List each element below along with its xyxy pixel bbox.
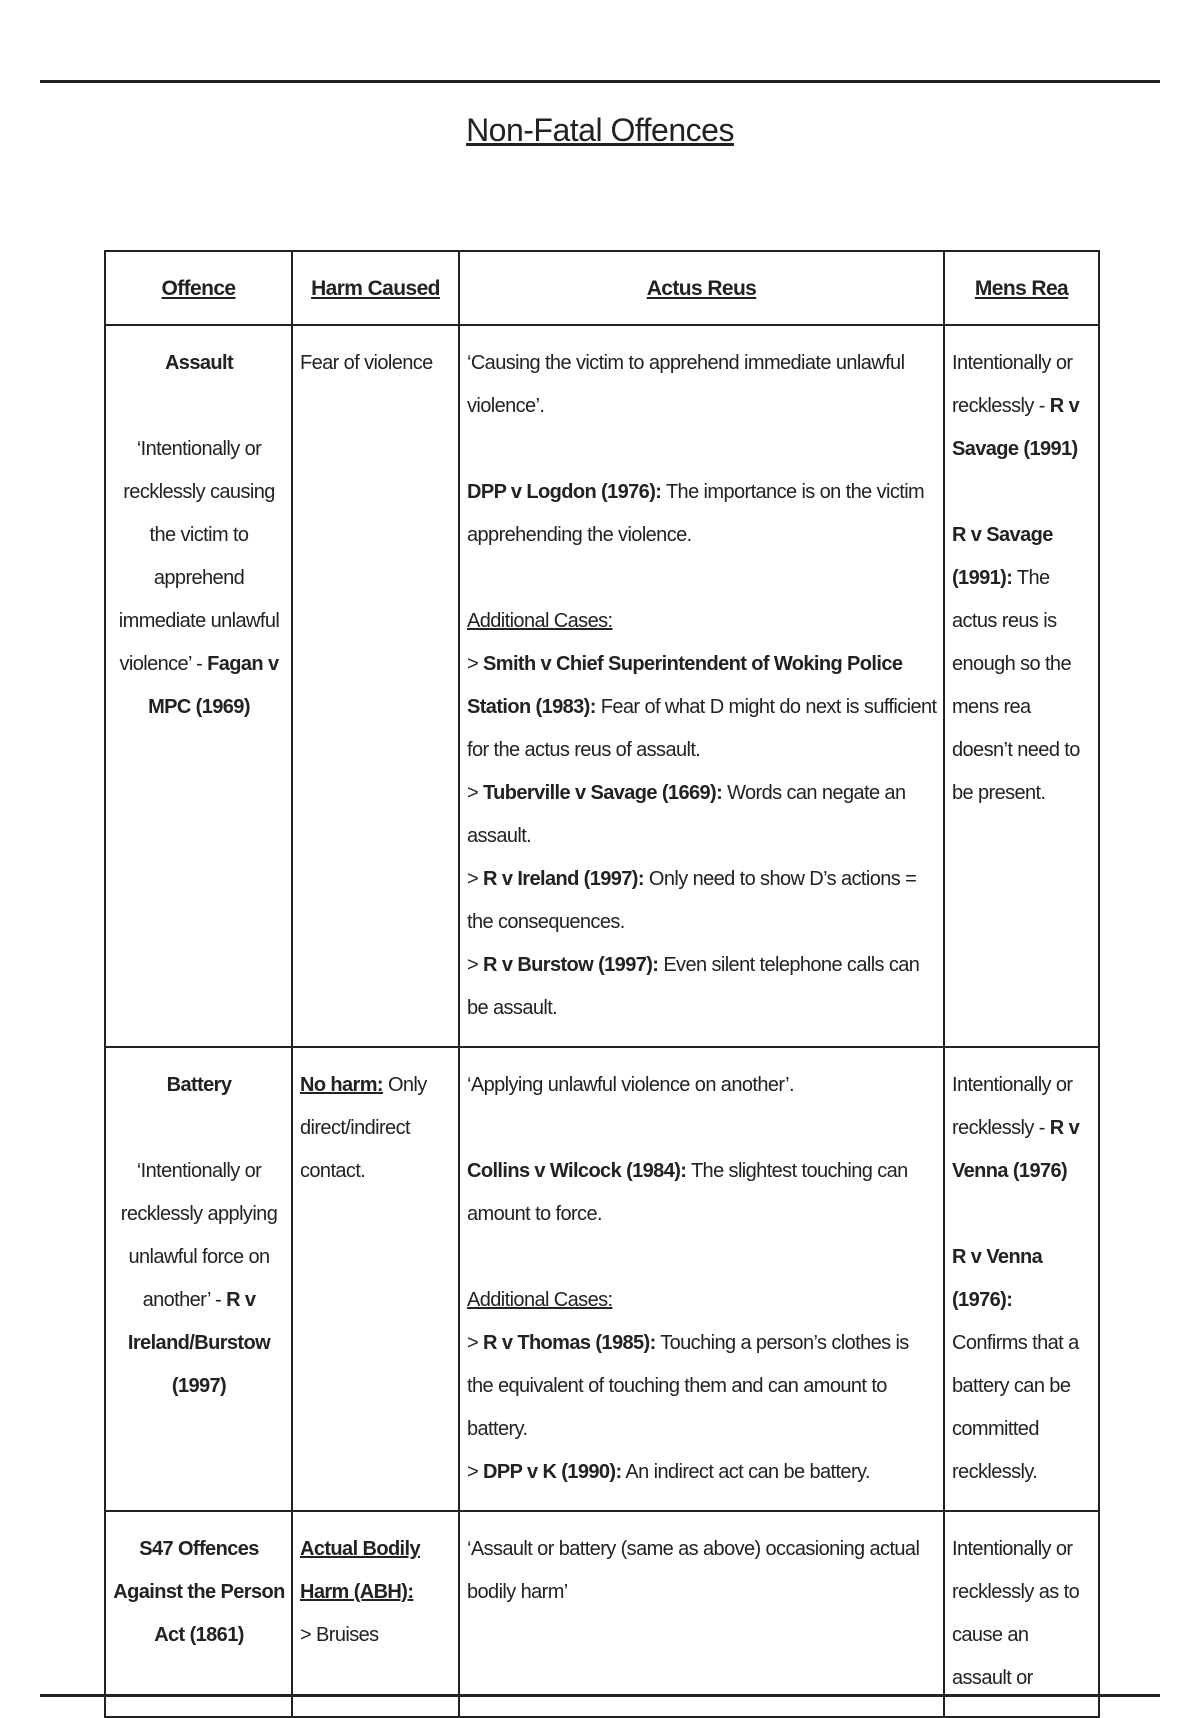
offence-definition: ‘Intentionally or recklessly applying unlawful force on another’ - R v Ireland/Burstow (1997) xyxy=(120,1160,278,1397)
actus-definition: ‘Causing the victim to apprehend immediate unlawful violence’. xyxy=(467,352,905,417)
header-actus-reus: Actus Reus xyxy=(459,251,944,325)
actus-definition: ‘Applying unlawful violence on another’. xyxy=(467,1074,794,1096)
table-row-assault xyxy=(105,325,1099,1047)
harm-example: > Bruises xyxy=(300,1624,379,1646)
table-row-s47 xyxy=(105,1511,1099,1717)
offence-name: Battery xyxy=(166,1074,232,1096)
header-mens-rea: Mens Rea xyxy=(944,251,1099,325)
additional-case: > R v Burstow (1997): Even silent telephone calls can be assault. xyxy=(467,954,920,1019)
offence-definition: ‘Intentionally or recklessly causing the victim to apprehend immediate unlawful violence’ - Fagan v MPC (1969) xyxy=(118,438,280,718)
actus-reus-cell xyxy=(459,1047,944,1511)
harm-text: Only direct/indirect contact. xyxy=(300,1074,427,1182)
harm-cell xyxy=(292,1511,459,1717)
actus-reus-cell xyxy=(459,1511,944,1717)
bottom-rule xyxy=(40,1694,1160,1697)
additional-case: > DPP v K (1990): An indirect act can be battery. xyxy=(467,1461,870,1483)
mens-rea-text: Intentionally or recklessly - R v Venna (1976) xyxy=(952,1074,1080,1182)
harm-label: Actual Bodily Harm (ABH): xyxy=(300,1538,420,1603)
offences-table xyxy=(104,250,1100,1718)
mens-rea-cell xyxy=(944,1511,1099,1717)
mens-rea-text: Intentionally or recklessly - R v Savage (1991) xyxy=(952,352,1080,460)
offence-cell xyxy=(105,325,292,1047)
key-case: Collins v Wilcock (1984): The slightest touching can amount to force. xyxy=(467,1160,908,1225)
actus-reus-cell xyxy=(459,325,944,1047)
table-header-row xyxy=(105,251,1099,325)
actus-definition: ‘Assault or battery (same as above) occasioning actual bodily harm’ xyxy=(467,1538,920,1603)
header-harm-caused: Harm Caused xyxy=(292,251,459,325)
top-rule xyxy=(40,80,1160,83)
mens-rea-text: Intentionally or recklessly as to cause an assault or xyxy=(952,1538,1080,1689)
harm-text: Fear of violence xyxy=(300,352,433,374)
harm-cell xyxy=(292,1047,459,1511)
harm-label: No harm: xyxy=(300,1074,383,1096)
offence-name: Assault xyxy=(164,352,234,374)
additional-cases-label: Additional Cases: xyxy=(467,1289,613,1311)
offence-cell xyxy=(105,1511,292,1717)
offence-cell xyxy=(105,1047,292,1511)
page-title: Non-Fatal Offences xyxy=(466,112,734,148)
additional-case: > Tuberville v Savage (1669): Words can negate an assault. xyxy=(467,782,906,847)
additional-case: > R v Thomas (1985): Touching a person’s clothes is the equivalent of touching them and can amount to battery. xyxy=(467,1332,909,1440)
mens-rea-cell xyxy=(944,325,1099,1047)
key-case: DPP v Logdon (1976): The importance is on the victim apprehending the violence. xyxy=(467,481,925,546)
mens-rea-cell xyxy=(944,1047,1099,1511)
additional-cases-label: Additional Cases: xyxy=(467,610,613,632)
table-row-battery xyxy=(105,1047,1099,1511)
header-offence: Offence xyxy=(105,251,292,325)
mens-rea-case: R v Venna (1976): Confirms that a battery can be committed recklessly. xyxy=(952,1246,1079,1483)
offence-name: S47 Offences Against the Person Act (1861) xyxy=(113,1538,285,1646)
offence-case: R v Ireland/Burstow (1997) xyxy=(127,1289,271,1397)
additional-case: > Smith v Chief Superintendent of Woking Police Station (1983): Fear of what D might do next is sufficient for the actus reus of assault. xyxy=(467,653,937,761)
mens-rea-case: R v Savage (1991): The actus reus is enough so the mens rea doesn’t need to be present. xyxy=(952,524,1080,804)
harm-cell xyxy=(292,325,459,1047)
additional-case: > R v Ireland (1997): Only need to show D’s actions = the consequences. xyxy=(467,868,917,933)
offence-case: Fagan v MPC (1969) xyxy=(148,653,279,718)
